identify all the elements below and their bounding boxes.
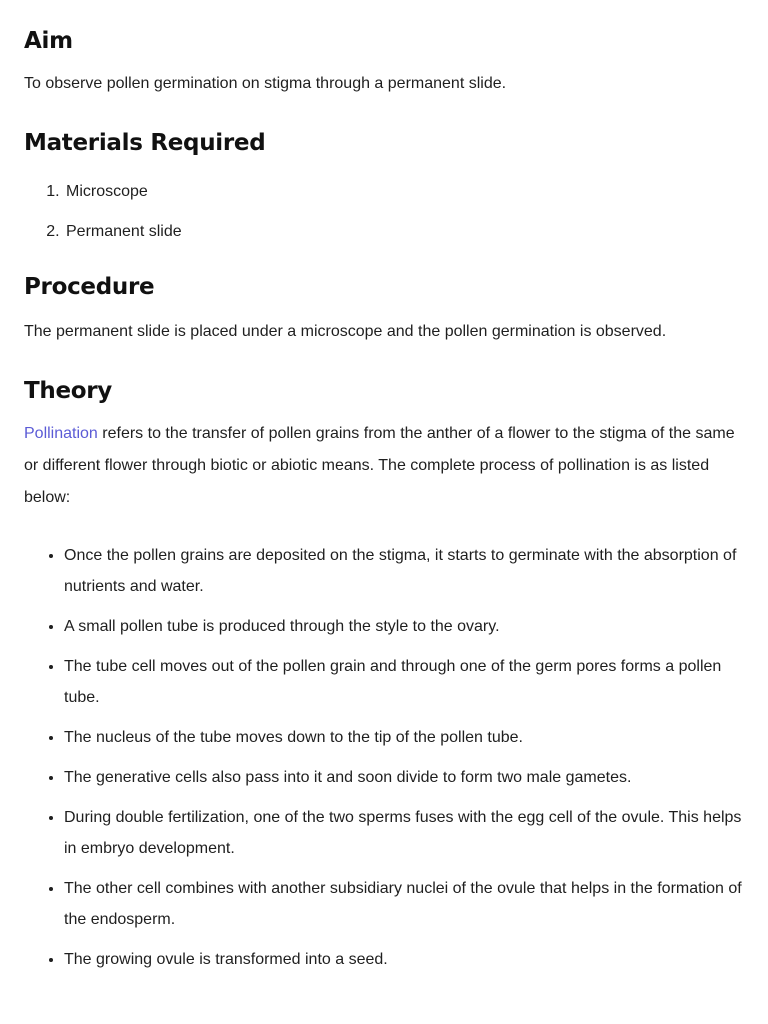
theory-paragraph xyxy=(24,418,744,514)
materials-heading: Materials Required xyxy=(24,130,266,156)
list-item: • The nucleus of the tube moves down to the tip of the pollen tube. xyxy=(64,722,744,753)
pollination-link[interactable]: Pollination xyxy=(24,425,98,442)
list-item: • Once the pollen grains are deposited on the stigma, it starts to germinate with the absorption of nutrients and water. xyxy=(64,540,744,602)
list-item: • The generative cells also pass into it and soon divide to form two male gametes. xyxy=(64,762,744,793)
materials-list xyxy=(24,172,744,252)
list-item: • The growing ovule is transformed into a seed. xyxy=(64,944,744,975)
pollination-steps-list xyxy=(24,540,744,975)
list-item: • During double fertilization, one of the two sperms fuses with the egg cell of the ovule. This helps in embryo development. xyxy=(64,802,744,864)
materials-item: 1. Microscope xyxy=(64,172,744,212)
aim-heading: Aim xyxy=(24,28,73,54)
materials-item: 2. Permanent slide xyxy=(64,212,744,252)
procedure-heading: Procedure xyxy=(24,274,155,300)
list-item: • A small pollen tube is produced through the style to the ovary. xyxy=(64,611,744,642)
list-item: • The tube cell moves out of the pollen grain and through one of the germ pores forms a pollen tube. xyxy=(64,651,744,713)
list-item: • The other cell combines with another subsidiary nuclei of the ovule that helps in the formation of the endosperm. xyxy=(64,873,744,935)
theory-text: refers to the transfer of pollen grains from the anther of a flower to the stigma of the same or different flower through biotic or abiotic means. The complete process of pollination is as listed below: xyxy=(24,425,735,506)
aim-text: To observe pollen germination on stigma through a permanent slide. xyxy=(24,75,507,92)
procedure-text: The permanent slide is placed under a microscope and the pollen germination is observed. xyxy=(24,323,667,340)
theory-heading: Theory xyxy=(24,378,112,404)
